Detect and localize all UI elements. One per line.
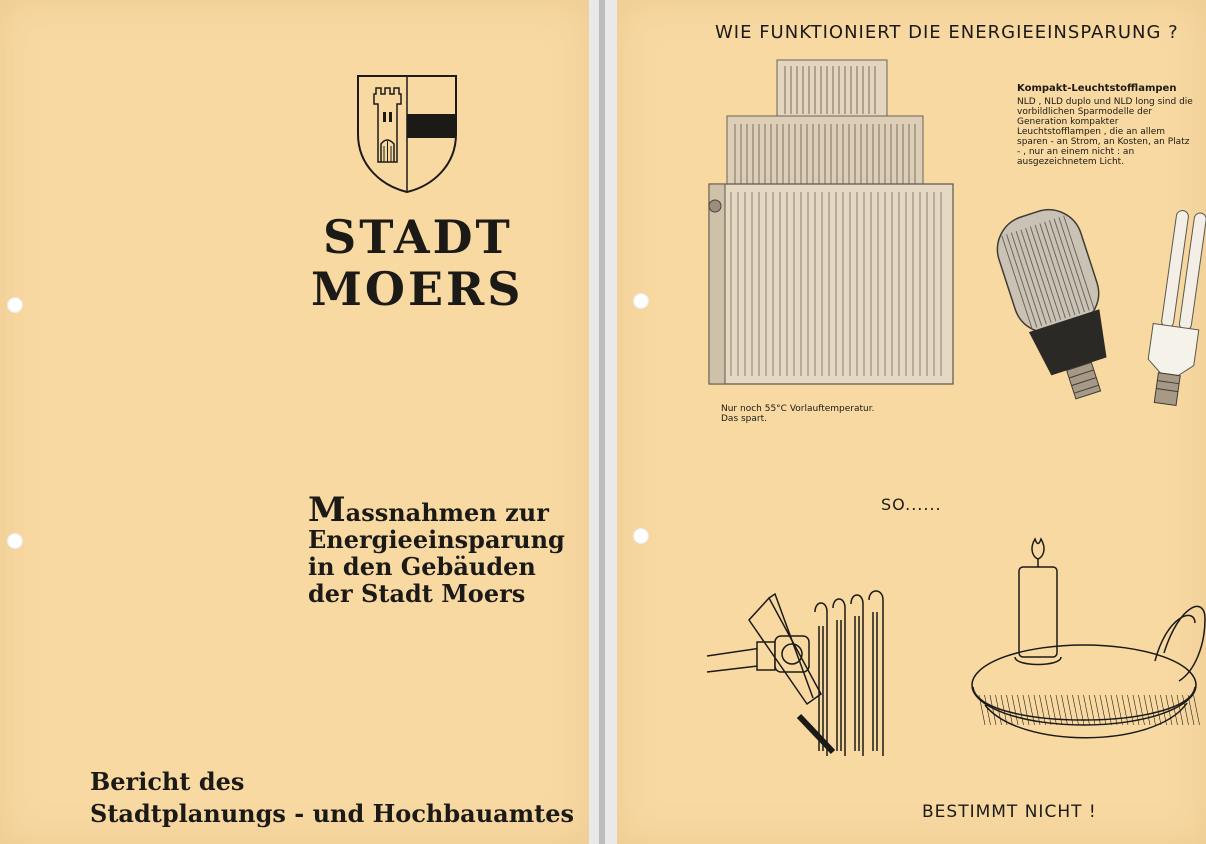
title-initial: M xyxy=(308,490,346,530)
final-statement: BESTIMMT NICHT ! xyxy=(922,802,1097,822)
radiator-caption-line2: Das spart. xyxy=(721,414,768,424)
radiator-caption xyxy=(721,404,941,424)
hatch-stroke xyxy=(1056,695,1062,725)
report-line-1: Bericht des xyxy=(90,767,245,796)
city-title-line1: STADT xyxy=(323,210,513,264)
binding-gutter xyxy=(589,0,617,844)
hatch-stroke xyxy=(1150,695,1156,725)
so-text: SO...... xyxy=(881,495,942,514)
title-line-4: der Stadt Moers xyxy=(308,579,526,608)
radiator-photo-image xyxy=(691,56,961,391)
radiator-caption-line1: Nur noch 55°C Vorlauftemperatur. xyxy=(721,404,875,414)
report-line-2: Stadtplanungs - und Hochbauamtes xyxy=(90,799,574,828)
hatch-stroke xyxy=(1117,695,1123,725)
hatch-stroke xyxy=(1100,695,1106,725)
gutter-line xyxy=(599,0,605,844)
hatch-stroke xyxy=(1007,695,1013,725)
report-byline xyxy=(90,766,574,830)
hatch-stroke xyxy=(979,695,985,725)
punch-hole xyxy=(7,297,23,313)
hatch-stroke xyxy=(1045,695,1051,725)
hatch-stroke xyxy=(1106,695,1112,725)
punch-hole xyxy=(633,528,649,544)
punch-hole xyxy=(7,533,23,549)
title-line-1-rest: assnahmen zur xyxy=(345,498,549,527)
hatch-stroke xyxy=(1012,695,1018,725)
hatch-stroke xyxy=(1018,695,1024,725)
hatch-stroke xyxy=(1155,695,1161,725)
compact-fluorescent-lamps-image xyxy=(987,202,1206,424)
hatch-stroke xyxy=(1122,695,1128,725)
hatch-stroke xyxy=(1040,695,1046,725)
title-line-3: in den Gebäuden xyxy=(308,552,536,581)
lamp-description: NLD , NLD duplo und NLD long sind die vorbildlichen Sparmodelle der Generation kompakter Leuchtstofflampen , die an allem sparen - an Strom, an Kosten, an Platz - , nur an einem nicht : an ausgezeichnetem Licht. xyxy=(1017,97,1193,167)
page-heading: WIE FUNKTIONIERT DIE ENERGIEEINSPARUNG ? xyxy=(715,22,1179,43)
candle-holder-drawing xyxy=(959,535,1206,755)
punch-hole xyxy=(633,293,649,309)
hatch-stroke xyxy=(1111,695,1117,725)
hatch-stroke xyxy=(1062,695,1068,725)
title-line-2: Energieeinsparung xyxy=(308,525,565,554)
document-title xyxy=(308,490,578,608)
right-page xyxy=(617,0,1206,844)
title-line-1 xyxy=(308,490,578,530)
lamp-title: Kompakt-Leuchtstofflampen xyxy=(1017,83,1177,94)
hatch-stroke xyxy=(1188,695,1194,725)
hatch-stroke xyxy=(1023,695,1029,725)
moers-coat-of-arms-icon xyxy=(356,74,458,194)
hatch-stroke xyxy=(1194,695,1200,725)
hatch-stroke xyxy=(1128,695,1134,725)
hatch-stroke xyxy=(1177,695,1183,725)
left-page xyxy=(0,0,589,844)
radiator-valve-drawing xyxy=(705,586,905,756)
hatch-stroke xyxy=(1144,695,1150,725)
city-title-line2: MOERS xyxy=(311,262,524,316)
hatch-stroke xyxy=(1051,695,1057,725)
